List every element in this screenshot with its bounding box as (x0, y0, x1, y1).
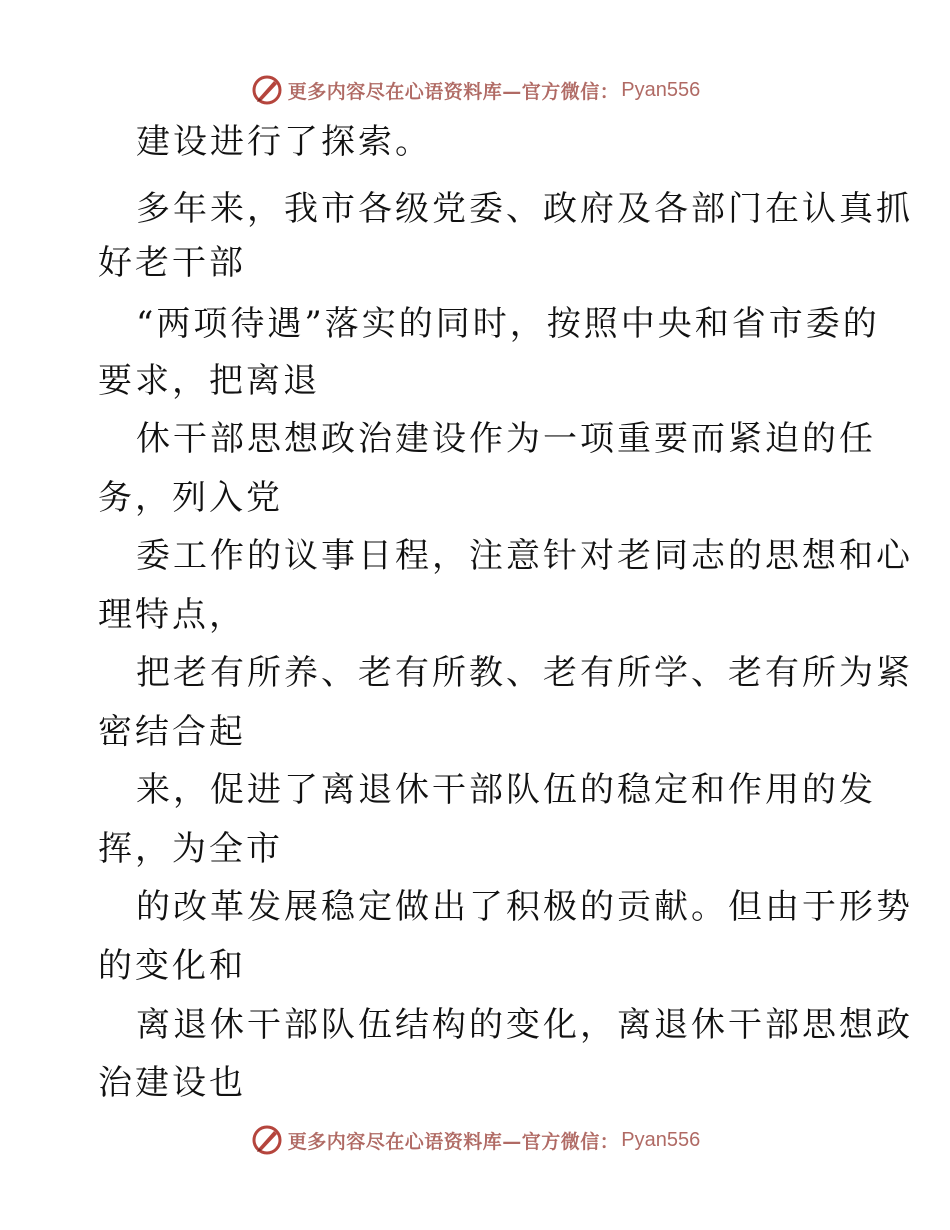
body-line: 休干部思想政治建设作为一项重要而紧迫的任 (136, 419, 876, 459)
body-line: 要求，把离退 (98, 361, 320, 401)
body-line: 离退休干部队伍结构的变化，离退休干部思想政 (136, 1005, 913, 1045)
body-line: 的改革发展稳定做出了积极的贡献。但由于形势 (136, 887, 913, 927)
body-line: 来，促进了离退休干部队伍的稳定和作用的发 (136, 770, 876, 810)
body-line: 挥，为全市 (98, 829, 283, 869)
body-line: “两项待遇”落实的同时，按照中央和省市委的 (136, 304, 880, 344)
watermark-text: 更多内容尽在心语资料库—官方微信： (287, 1130, 620, 1153)
body-line: 好老干部 (98, 243, 246, 283)
watermark-text: 更多内容尽在心语资料库—官方微信： (287, 80, 620, 103)
body-line: 密结合起 (98, 712, 246, 752)
body-line: 的变化和 (98, 946, 246, 986)
body-line: 务，列入党 (98, 478, 283, 518)
pen-logo-icon (250, 1123, 284, 1157)
body-line: 建设进行了探索。 (136, 122, 432, 162)
pen-logo-icon (250, 73, 284, 107)
body-line: 理特点， (98, 595, 246, 635)
body-line: 治建设也 (98, 1063, 246, 1103)
header-watermark (0, 70, 950, 110)
body-line: 多年来，我市各级党委、政府及各部门在认真抓 (136, 189, 913, 229)
watermark-id: Pyan556 (621, 1128, 701, 1151)
watermark-id: Pyan556 (621, 78, 701, 101)
body-line: 把老有所养、老有所教、老有所学、老有所为紧 (136, 653, 913, 693)
body-line: 委工作的议事日程，注意针对老同志的思想和心 (136, 536, 913, 576)
footer-watermark (0, 1120, 950, 1160)
